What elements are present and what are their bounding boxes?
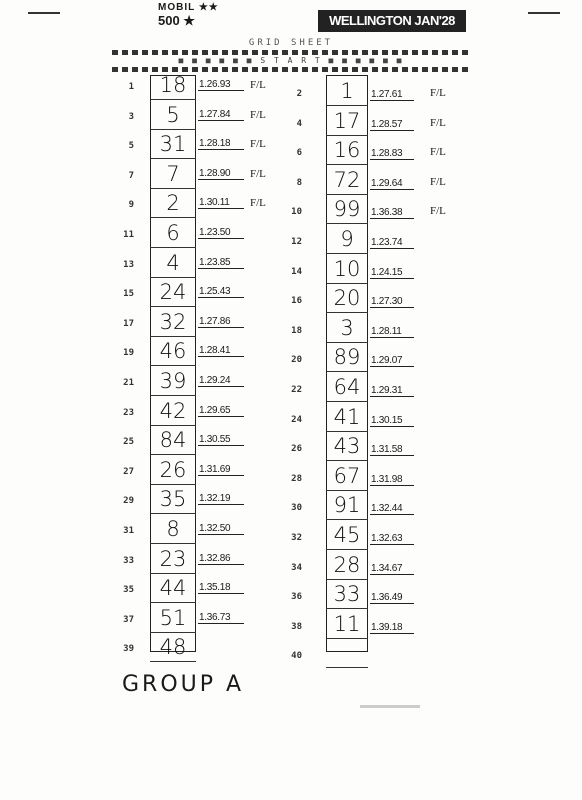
lap-time: 1.23.85 [198,257,244,269]
grid-position: 10 [291,207,302,218]
logo [158,2,238,26]
row-divider [150,632,196,633]
car-number: 51 [159,605,187,630]
row-divider [326,135,368,136]
grid-position: 27 [123,466,134,477]
lap-time: 1.24.15 [370,267,414,279]
note-label: F/L [250,167,266,180]
grid-position: 31 [123,526,134,536]
grid-position: 20 [291,355,302,366]
car-number: 18 [159,73,187,97]
note-label: F/L [430,87,446,99]
row-divider [150,425,196,426]
logo-line-2: 500 ★ [158,13,195,28]
row-divider [326,371,368,372]
grid-position: 37 [123,614,134,625]
lap-time: 1.30.11 [198,197,244,209]
row-divider [326,283,368,284]
row-divider [150,188,196,189]
lap-time: 1.26.93 [198,79,244,91]
row-divider [326,223,368,224]
car-number: 1 [340,79,354,103]
grid-position: 7 [128,170,134,181]
car-number: 7 [166,161,180,186]
row-divider [150,247,196,248]
car-number: 23 [159,546,187,571]
row-divider [326,608,368,609]
grid-position: 32 [291,533,302,543]
row-divider [150,158,196,159]
grid-position: 21 [123,378,134,388]
car-number: 17 [333,108,361,133]
grid-position: 2 [296,89,302,99]
row-divider [150,661,196,662]
page-title: GRID SHEET [248,38,334,48]
car-number: 3 [340,315,354,340]
grid-position: 1 [128,82,134,92]
row-divider [150,395,196,396]
grid-position: 39 [123,644,134,655]
grid-position: 22 [291,385,302,395]
grid-position: 28 [291,473,302,484]
car-number: 24 [159,280,187,305]
car-number: 4 [166,250,180,275]
grid-position: 6 [296,148,302,159]
car-number: 31 [159,132,187,157]
grid-position: 15 [123,289,134,300]
lap-time: 1.27.30 [370,296,414,308]
car-number: 33 [333,582,361,607]
row-divider [326,667,368,668]
grid-position: 33 [123,555,134,566]
car-number: 45 [333,523,361,547]
lap-time: 1.28.11 [370,326,414,338]
car-number: 28 [333,552,361,577]
row-divider [326,194,368,195]
start-label: ■ ■ ■ ■ ■ ■ S T A R T ■ ■ ■ ■ ■ ■ [178,56,404,65]
grid-position: 25 [123,437,134,448]
row-divider [150,543,196,544]
lap-time: 1.39.18 [370,622,414,634]
row-divider [326,342,368,343]
row-divider [150,484,196,485]
lap-time: 1.23.74 [370,237,414,249]
lap-time: 1.27.84 [198,109,244,121]
checker-stripe-bottom [112,67,472,72]
grid-position: 35 [123,585,134,596]
lap-time: 1.27.86 [198,316,244,328]
car-number: 10 [333,256,361,281]
grid-position: 36 [291,592,302,603]
lap-time: 1.32.19 [198,493,244,505]
row-divider [326,253,368,254]
row-divider [150,99,196,100]
car-number: 99 [333,197,361,222]
lap-time: 1.31.69 [198,464,244,476]
grid-position: 11 [123,230,134,240]
grid-position: 9 [128,200,134,211]
lap-time: 1.36.38 [370,207,414,219]
car-number: 16 [333,138,361,163]
grid-position: 23 [123,407,134,418]
car-number: 2 [166,191,180,216]
grid-position: 4 [296,118,302,129]
car-number: 46 [159,339,187,364]
lap-time: 1.28.83 [370,148,414,160]
car-number: 44 [159,576,187,601]
row-divider [150,129,196,130]
car-number: 6 [166,221,180,245]
lap-time: 1.35.18 [198,582,244,594]
logo-line-1: MOBIL ★★ [158,2,219,13]
car-number: 48 [159,635,187,660]
note-label: F/L [430,205,446,218]
note-label: F/L [430,175,446,188]
car-number: 43 [333,434,361,459]
grid-position: 18 [291,325,302,336]
lap-time: 1.29.07 [370,355,414,367]
row-divider [326,164,368,165]
note-label: F/L [430,116,446,129]
lap-time: 1.31.58 [370,444,414,456]
lap-time: 1.23.50 [198,227,244,239]
grid-position: 24 [291,414,302,425]
lap-time: 1.28.90 [198,168,244,180]
row-divider [326,312,368,313]
row-divider [150,602,196,603]
lap-time: 1.31.98 [370,474,414,486]
lap-time: 1.32.50 [198,523,244,535]
car-number: 64 [333,375,361,399]
row-divider [326,401,368,402]
row-divider [326,638,368,639]
corner-mark-right [528,12,560,14]
note-label: F/L [250,197,266,210]
lap-time: 1.25.43 [198,286,244,298]
lap-time: 1.34.67 [370,563,414,575]
row-divider [326,431,368,432]
grid-position: 40 [291,651,302,662]
car-number: 39 [159,369,187,393]
lap-time: 1.28.18 [198,138,244,150]
note-label: F/L [430,146,446,159]
row-divider [150,306,196,307]
row-divider [150,365,196,366]
car-number: 9 [340,227,354,251]
grid-position: 34 [291,562,302,573]
grid-position: 26 [291,444,302,455]
grid-position: 17 [123,318,134,329]
lap-time: 1.32.63 [370,533,414,545]
row-divider [326,519,368,520]
grid-position: 30 [291,503,302,514]
note-label: F/L [250,108,266,121]
row-divider [150,513,196,514]
lap-time: 1.28.57 [370,119,414,131]
corner-mark-left [28,12,60,14]
grid-position: 12 [291,237,302,247]
lap-time: 1.36.73 [198,612,244,624]
car-number: 8 [166,517,180,541]
grid-position: 14 [291,266,302,277]
lap-time: 1.32.86 [198,553,244,565]
group-label: GROUP A [122,672,245,697]
grid-position: 13 [123,259,134,270]
row-divider [150,217,196,218]
lap-time: 1.30.15 [370,415,414,427]
lap-time: 1.36.49 [370,592,414,604]
car-number: 91 [333,493,361,518]
scan-mark [360,705,420,708]
row-divider [326,490,368,491]
row-divider [326,579,368,580]
lap-time: 1.28.41 [198,345,244,357]
car-number: 11 [333,611,361,636]
row-divider [326,105,368,106]
car-number: 41 [333,404,361,429]
grid-position: 5 [128,141,134,152]
car-number: 84 [159,428,187,453]
grid-position: 19 [123,348,134,359]
car-number: 5 [166,102,180,127]
lap-time: 1.29.65 [198,405,244,417]
row-divider [150,454,196,455]
lap-time: 1.30.55 [198,434,244,446]
event-banner: WELLINGTON JAN'28 [318,10,466,32]
grid-position: 29 [123,496,134,507]
grid-position: 16 [291,296,302,307]
grid-position: 8 [296,177,302,188]
checker-stripe-top [112,50,472,55]
row-divider [150,573,196,574]
row-divider [150,336,196,337]
grid-position: 3 [128,111,134,122]
car-number: 26 [159,457,187,482]
lap-time: 1.29.64 [370,178,414,190]
lap-time: 1.29.31 [370,385,414,397]
car-number: 32 [159,309,187,334]
car-number: 67 [333,463,361,488]
car-number: 72 [333,167,361,192]
car-number: 89 [333,345,361,370]
car-number: 20 [333,286,361,311]
row-divider [150,277,196,278]
car-number: 42 [159,398,187,423]
row-divider [326,460,368,461]
lap-time: 1.29.24 [198,375,244,387]
note-label: F/L [250,138,266,151]
row-divider [326,549,368,550]
car-number: 35 [159,487,187,512]
grid-position: 38 [291,621,302,632]
lap-time: 1.32.44 [370,503,414,515]
lap-time: 1.27.61 [370,89,414,101]
note-label: F/L [250,79,266,91]
